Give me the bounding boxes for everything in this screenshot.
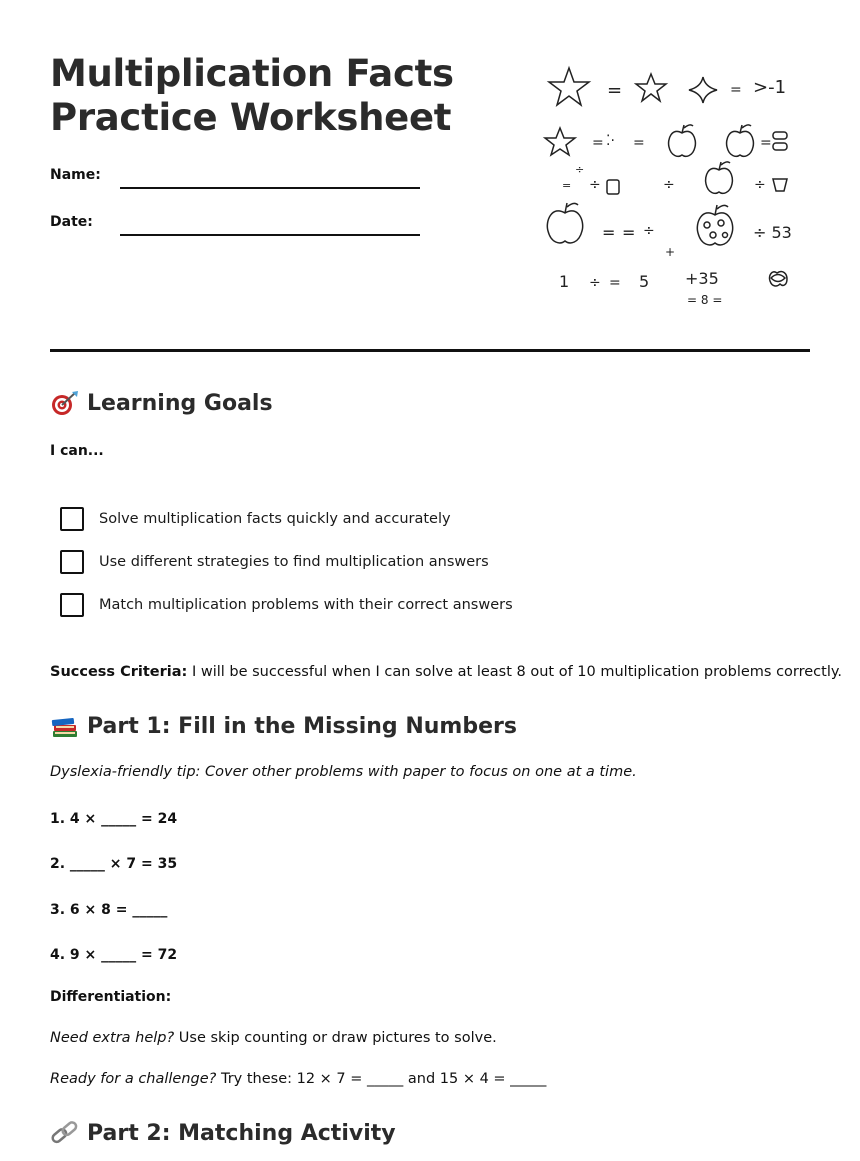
decor-glyph: 1 (559, 272, 570, 291)
decor-glyph: +35 (685, 269, 719, 288)
problem-4[interactable]: 4. 9 × _____ = 72 (50, 947, 178, 963)
success-criteria-label: Success Criteria: (50, 664, 188, 680)
challenge-label: Ready for a challenge? (50, 1071, 217, 1087)
name-label: Name: (50, 167, 101, 183)
decor-glyph: ÷ (589, 275, 601, 291)
decor-glyph: = (562, 179, 572, 192)
title-line-2: Practice Worksheet (50, 96, 452, 139)
decor-glyph: ⁚· (606, 133, 615, 149)
sparkle-icon (689, 77, 717, 103)
header-divider (50, 349, 810, 352)
problem-3[interactable]: 3. 6 × 8 = _____ (50, 902, 168, 918)
apple-icon (669, 125, 696, 156)
link-icon (50, 1120, 80, 1146)
goal-checkbox[interactable] (60, 550, 84, 574)
decor-glyph: = (609, 275, 621, 291)
apple-icon (727, 125, 754, 156)
apple-icon (547, 203, 582, 243)
decor-glyph: = (730, 82, 742, 98)
goal-label: Use different strategies to find multiplication answers (99, 554, 489, 570)
decor-glyph: 5 (639, 272, 650, 291)
learning-goals-title: Learning Goals (87, 390, 273, 416)
decor-glyph: ÷ 53 (753, 223, 792, 242)
goal-item[interactable] (60, 507, 451, 531)
learning-goals-heading (50, 390, 273, 416)
goal-item[interactable] (60, 550, 489, 574)
extra-help-text: Use skip counting or draw pictures to solve. (174, 1030, 497, 1046)
goal-checkbox[interactable] (60, 507, 84, 531)
decor-glyph: = (760, 135, 772, 151)
decor-glyph: = (592, 135, 604, 151)
decor-glyph: = (602, 223, 616, 242)
star-icon (545, 128, 575, 155)
goal-label: Match multiplication problems with their correct answers (99, 597, 513, 613)
target-icon (50, 390, 80, 416)
decor-glyph: = (633, 135, 645, 151)
star-icon (549, 68, 589, 105)
decor-glyph: ÷ (589, 177, 601, 193)
decor-glyph: + (665, 245, 676, 259)
decor-glyph: = (622, 223, 636, 242)
problem-1[interactable]: 1. 4 × _____ = 24 (50, 811, 178, 827)
goal-label: Solve multiplication facts quickly and accurately (99, 511, 451, 527)
part1-title: Part 1: Fill in the Missing Numbers (87, 713, 517, 739)
decor-glyph: ÷ (663, 177, 675, 193)
decor-glyph: ÷ (643, 223, 655, 239)
decor-glyph: = 8 = (687, 293, 723, 307)
problem-2[interactable]: 2. _____ × 7 = 35 (50, 856, 178, 872)
goal-item[interactable] (60, 593, 513, 617)
challenge-text: Try these: 12 × 7 = _____ and 15 × 4 = _____ (216, 1071, 547, 1087)
decor-glyph: ÷ (754, 177, 766, 193)
dyslexia-tip: Dyslexia-friendly tip: Cover other problems with paper to focus on one at a time. (50, 764, 637, 780)
part1-heading (50, 713, 517, 739)
name-line[interactable] (120, 187, 420, 189)
challenge-line (50, 1071, 546, 1087)
books-icon (50, 713, 80, 739)
apple-icon (697, 205, 732, 245)
part2-title: Part 2: Matching Activity (87, 1120, 396, 1146)
success-criteria-text: I will be successful when I can solve at least 8 out of 10 multiplication problems correctly. (187, 664, 842, 680)
decor-glyph: ÷ (575, 163, 585, 176)
star-icon (636, 74, 666, 101)
extra-help-label: Need extra help? (50, 1030, 175, 1046)
worksheet-title (50, 52, 520, 140)
goal-checkbox[interactable] (60, 593, 84, 617)
title-line-1: Multiplication Facts (50, 52, 454, 95)
date-label: Date: (50, 214, 93, 230)
decor-glyph: = (607, 80, 623, 101)
apple-icon (706, 162, 733, 193)
date-line[interactable] (120, 234, 420, 236)
decor-glyph: >-1 (753, 77, 787, 98)
differentiation-heading: Differentiation: (50, 989, 172, 1005)
decorative-math-art (535, 55, 820, 325)
success-criteria (50, 664, 842, 680)
i-can-label: I can... (50, 443, 104, 459)
extra-help-line (50, 1030, 497, 1046)
part2-heading (50, 1120, 396, 1146)
